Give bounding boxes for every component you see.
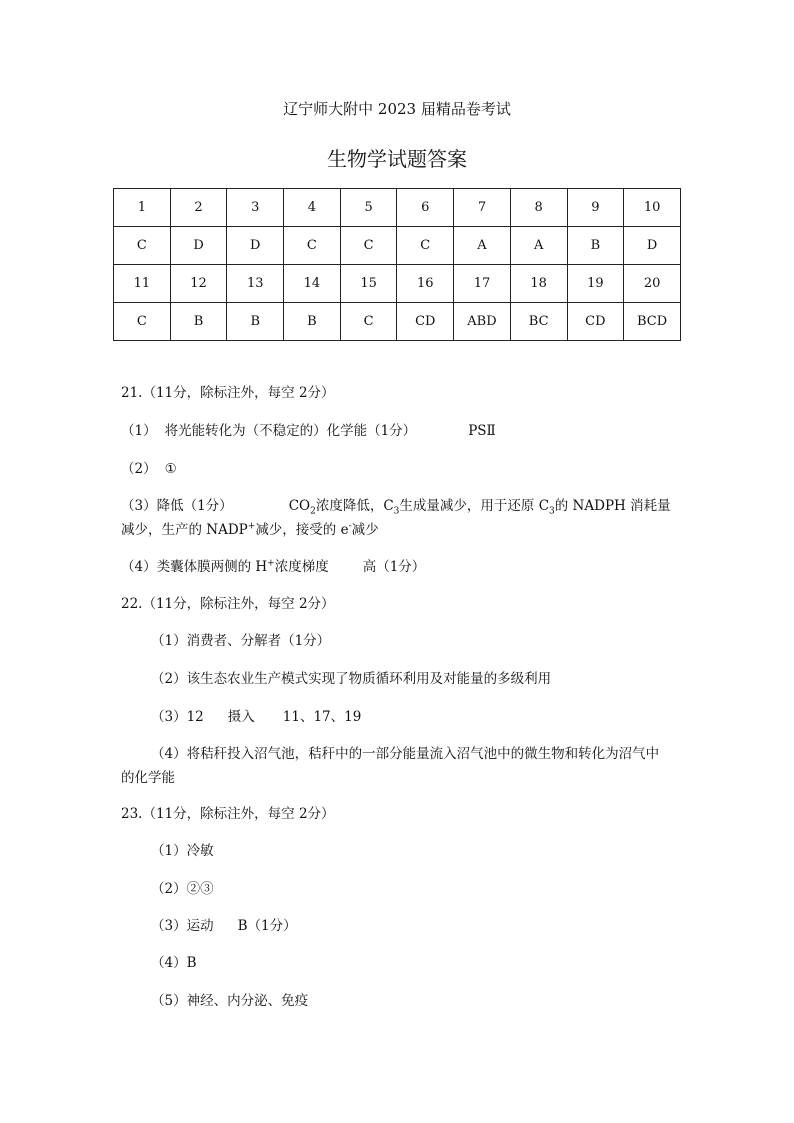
answer-cell: C xyxy=(284,227,341,265)
question-number-cell: 15 xyxy=(340,265,397,303)
question-number-cell: 19 xyxy=(567,265,624,303)
q22-part3-answer-c: 11、17、19 xyxy=(282,709,362,725)
question-number-cell: 5 xyxy=(340,189,397,227)
answer-cell: B xyxy=(284,303,341,341)
q23-part4: （4）B xyxy=(151,955,197,971)
q21-part1 xyxy=(121,419,496,439)
answer-cell: D xyxy=(227,227,284,265)
q22-part3-answer-a: （3）12 xyxy=(151,709,204,725)
q21-part3-answer-b: $CO_2$浓度降低，$C_3$生成量减少，用于还原 $C_3$的 NADPH 消耗量 xyxy=(288,498,671,517)
school-exam-line: 辽宁师大附中 2023 届精品卷考试 xyxy=(283,100,511,118)
q22-part4-continuation: 的化学能 xyxy=(121,770,175,786)
q22-part3-answer-b: 摄入 xyxy=(227,709,255,725)
question-number-cell: 7 xyxy=(454,189,511,227)
question-number-cell: 13 xyxy=(227,265,284,303)
q21-part1-label: （1） xyxy=(121,423,157,439)
question-number-row xyxy=(114,265,681,303)
q23-part3-answer-a: （3）运动 xyxy=(151,918,214,934)
q23-part3 xyxy=(151,914,297,934)
answer-table xyxy=(113,188,681,341)
q21-part4-answer-b: 高（1分） xyxy=(362,559,426,575)
question-number-cell: 20 xyxy=(624,265,681,303)
question-number-cell: 9 xyxy=(567,189,624,227)
answer-cell: C xyxy=(340,303,397,341)
q21-heading: 21.（11分，除标注外，每空 2分） xyxy=(121,385,335,401)
q23-heading: 23.（11分，除标注外，每空 2分） xyxy=(121,806,335,822)
q21-part4 xyxy=(121,555,425,575)
q23-part1: （1）冷敏 xyxy=(151,843,214,859)
q23-part3-answer-b: B（1分） xyxy=(237,918,297,934)
answer-cell: C xyxy=(114,303,171,341)
q21-part1-answer-b: PSⅡ xyxy=(468,423,496,439)
answer-cell: A xyxy=(510,227,567,265)
q22-part3 xyxy=(151,705,361,725)
page-title: 生物学试题答案 xyxy=(327,147,467,171)
q21-part2-answer: ① xyxy=(164,461,177,477)
q21-part3 xyxy=(121,494,671,517)
question-number-cell: 11 xyxy=(114,265,171,303)
q23-part5: （5）神经、内分泌、免疫 xyxy=(151,993,309,1009)
answer-cell: CD xyxy=(397,303,454,341)
question-number-cell: 1 xyxy=(114,189,171,227)
answer-cell: B xyxy=(567,227,624,265)
question-number-cell: 4 xyxy=(284,189,341,227)
answer-cell: C xyxy=(340,227,397,265)
question-number-cell: 3 xyxy=(227,189,284,227)
answer-cell: D xyxy=(624,227,681,265)
answer-row xyxy=(114,227,681,265)
question-number-cell: 16 xyxy=(397,265,454,303)
q21-part4-answer-a: 类囊体膜两侧的 H+浓度梯度 xyxy=(156,558,329,575)
q21-part2 xyxy=(121,457,177,477)
answer-cell: B xyxy=(170,303,227,341)
answer-cell: A xyxy=(454,227,511,265)
question-number-cell: 10 xyxy=(624,189,681,227)
answer-cell: D xyxy=(170,227,227,265)
answer-row xyxy=(114,303,681,341)
q21-part2-label: （2） xyxy=(121,461,157,477)
q22-part2: （2）该生态农业生产模式实现了物质循环利用及对能量的多级利用 xyxy=(151,671,552,687)
q21-part4-label: （4） xyxy=(121,559,157,575)
question-number-cell: 6 xyxy=(397,189,454,227)
answer-cell: C xyxy=(114,227,171,265)
q21-part3-answer-a: 降低（1分） xyxy=(156,498,233,514)
answer-cell: BCD xyxy=(624,303,681,341)
question-number-cell: 2 xyxy=(170,189,227,227)
q23-part2: （2）②③ xyxy=(151,881,214,897)
q22-part4: （4）将秸秆投入沼气池，秸秆中的一部分能量流入沼气池中的微生物和转化为沼气中 xyxy=(151,746,660,762)
answer-cell: ABD xyxy=(454,303,511,341)
q21-part3-continuation: 减少，生产的 NADP+减少，接受的 e-减少 xyxy=(121,521,379,538)
q21-part3-label: （3） xyxy=(121,498,157,514)
question-number-cell: 8 xyxy=(510,189,567,227)
q22-heading: 22.（11分，除标注外，每空 2分） xyxy=(121,596,335,612)
question-number-cell: 12 xyxy=(170,265,227,303)
question-number-cell: 18 xyxy=(510,265,567,303)
q22-part1: （1）消费者、分解者（1分） xyxy=(151,633,331,649)
answer-cell: BC xyxy=(510,303,567,341)
q21-part1-answer-a: 将光能转化为（不稳定的）化学能（1分） xyxy=(164,423,417,439)
question-number-cell: 14 xyxy=(284,265,341,303)
answer-cell: C xyxy=(397,227,454,265)
answer-cell: CD xyxy=(567,303,624,341)
question-number-row xyxy=(114,189,681,227)
question-number-cell: 17 xyxy=(454,265,511,303)
answer-cell: B xyxy=(227,303,284,341)
